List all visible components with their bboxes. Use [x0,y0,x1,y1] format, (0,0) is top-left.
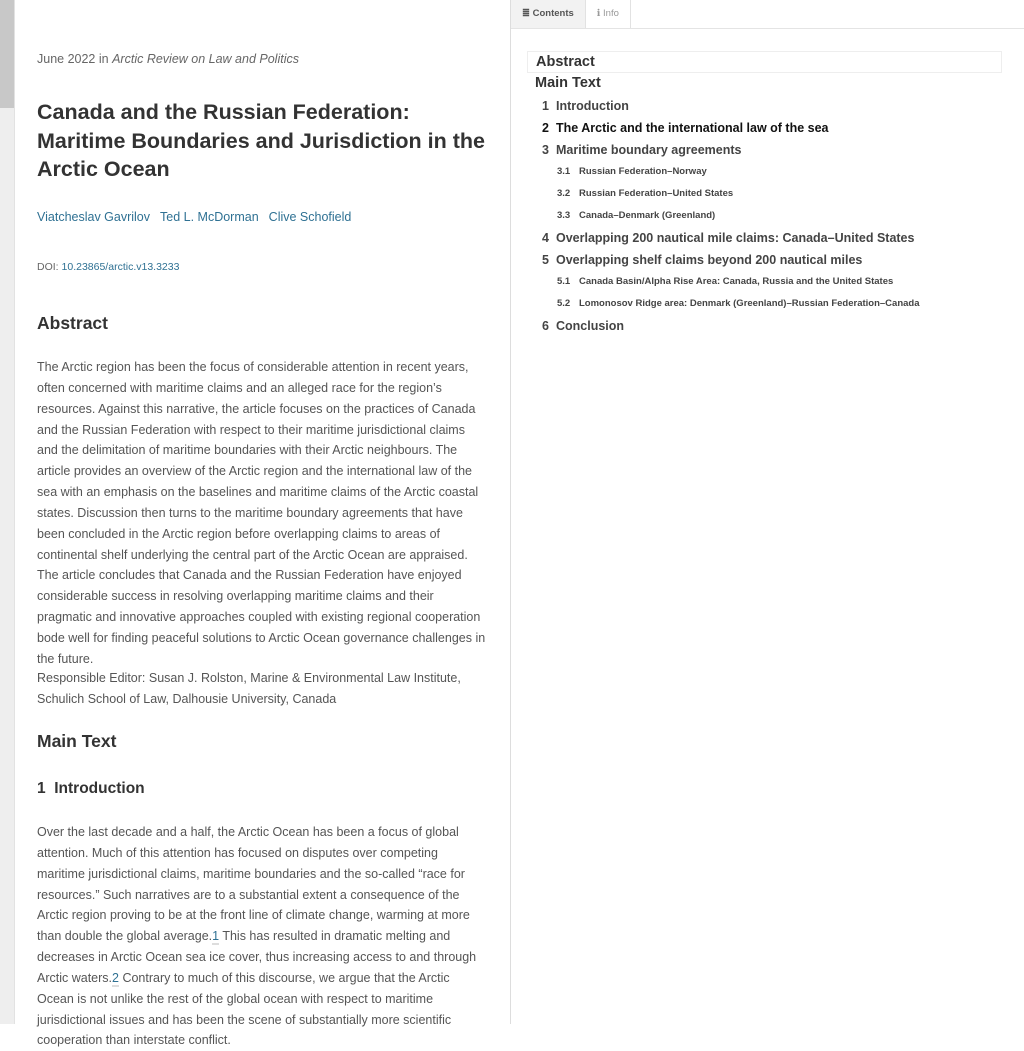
toc-number: 2 [542,121,549,135]
toc-label: Introduction [556,99,629,113]
article-pane [15,0,511,1048]
footnote-link[interactable]: 2 [112,970,119,985]
toc-label: Maritime boundary agreements [556,143,742,157]
toc-item[interactable] [527,139,1002,161]
introduction-paragraph [37,822,489,1051]
authors [37,210,489,224]
doi [37,261,489,273]
tab-contents[interactable] [511,0,586,28]
toc-item[interactable] [527,249,1002,271]
toc-number: 3.2 [557,188,571,199]
abstract-heading: Abstract [37,313,108,333]
tab-label: Info [603,8,619,19]
toc-subitem[interactable] [527,271,1002,293]
toc-label: Canada–Denmark (Greenland) [579,210,716,221]
tab-label: Contents [532,8,574,19]
list-icon: ≣ [522,8,530,19]
page-title: Canada and the Russian Federation: Maritime Boundaries and Jurisdiction in the Arctic Ocean [37,100,485,181]
side-panel [511,0,1024,1024]
toc-item[interactable] [527,227,1002,249]
panel-tabs [511,0,1024,29]
toc-label: Overlapping 200 nautical mile claims: Canada–United States [556,231,915,245]
toc-abstract[interactable]: Abstract [527,51,1002,73]
toc-item[interactable] [527,117,1002,139]
author-link[interactable]: Viatcheslav Gavrilov [37,210,151,224]
info-icon: ℹ [596,8,601,19]
author-link[interactable]: Ted L. McDorman [160,210,259,224]
toc-label: Overlapping shelf claims beyond 200 nautical miles [556,253,863,267]
main-text-heading: Main Text [37,731,117,751]
toc-label: Russian Federation–United States [579,188,734,199]
tab-info[interactable] [586,0,631,28]
toc-item[interactable] [527,315,1002,337]
toc-label: Conclusion [556,319,625,333]
journal-name: Arctic Review on Law and Politics [112,52,299,66]
toc-number: 3.1 [557,166,571,177]
doi-link[interactable]: 10.23865/arctic.v13.3233 [61,261,180,273]
toc-number: 3 [542,143,549,157]
intro-text: Over the last decade and a half, the Arctic Ocean has been a focus of global attention. Much of this attention has focused on disputes over competing maritime jurisdictional claims, maritime boundaries and the so-called “race for resources.” Such narratives are to a substantial extent a consequence of the Arctic region proving to be at the front line of climate change, warming at more than double the global average. [37,825,470,944]
scrollbar[interactable] [0,0,15,1024]
toc-number: 5.2 [557,298,571,309]
footnote-link[interactable]: 1 [212,929,220,944]
toc-main-text[interactable]: Main Text [535,75,601,91]
toc-number: 3.3 [557,210,571,221]
toc-subitem[interactable] [527,183,1002,205]
scrollbar-thumb[interactable] [0,0,14,108]
doi-label: DOI: [37,261,59,273]
author-link[interactable]: Clive Schofield [268,210,352,224]
introduction-heading: 1 Introduction [37,780,145,797]
toc-subitem[interactable] [527,205,1002,227]
responsible-editor: Responsible Editor: Susan J. Rolston, Marine & Environmental Law Institute, Schulich School of Law, Dalhousie University, Canada [37,671,461,706]
toc-number: 5.1 [557,276,571,287]
toc-label: The Arctic and the international law of the sea [556,121,829,135]
table-of-contents [527,51,1002,337]
in-text: in [98,52,109,66]
publication-line [37,52,489,66]
toc-subitem[interactable] [527,293,1002,315]
toc-number: 4 [542,231,549,245]
intro-text: This has resulted in dramatic melting and decreases in Arctic Ocean sea ice cover, thus increasing access to and through Arctic waters. [37,929,477,985]
toc-label: Canada Basin/Alpha Rise Area: Canada, Russia and the United States [579,276,894,287]
toc-number: 6 [542,319,549,333]
toc-label: Lomonosov Ridge area: Denmark (Greenland)–Russian Federation–Canada [579,298,920,309]
toc-subitem[interactable] [527,161,1002,183]
toc-number: 1 [542,99,549,113]
toc-label: Russian Federation–Norway [579,166,707,177]
pub-date: June 2022 [37,52,96,66]
toc-number: 5 [542,253,549,267]
intro-text: Contrary to much of this discourse, we argue that the Arctic Ocean is not unlike the rest of the global ocean with respect to maritime jurisdictional issues and has been the scene of substantially more scientific cooperation than interstate conflict. [37,970,452,1048]
abstract-text: The Arctic region has been the focus of considerable attention in recent years, often concerned with maritime claims and an alleged race for the region’s resources. Against this narrative, the article focuses on the practices of Canada and the Russian Federation with respect to their maritime jurisdictional claims and the delimitation of maritime boundaries with their Arctic neighbours. The article provides an overview of the Arctic region and the international law of the sea with an emphasis on the baselines and maritime claims of the Arctic coastal states. Discussion then turns to the maritime boundary agreements that have been concluded in the Arctic region before overlapping claims to areas of continental shelf underlying the central part of the Arctic Ocean are appraised. The article concludes that Canada and the Russian Federation have enjoyed considerable success in resolving overlapping maritime claims and their pragmatic and innovative approaches coupled with existing regional cooperation bode well for finding peaceful solutions to Arctic Ocean governance challenges in the future. [37,360,486,666]
toc-item[interactable] [527,95,1002,117]
